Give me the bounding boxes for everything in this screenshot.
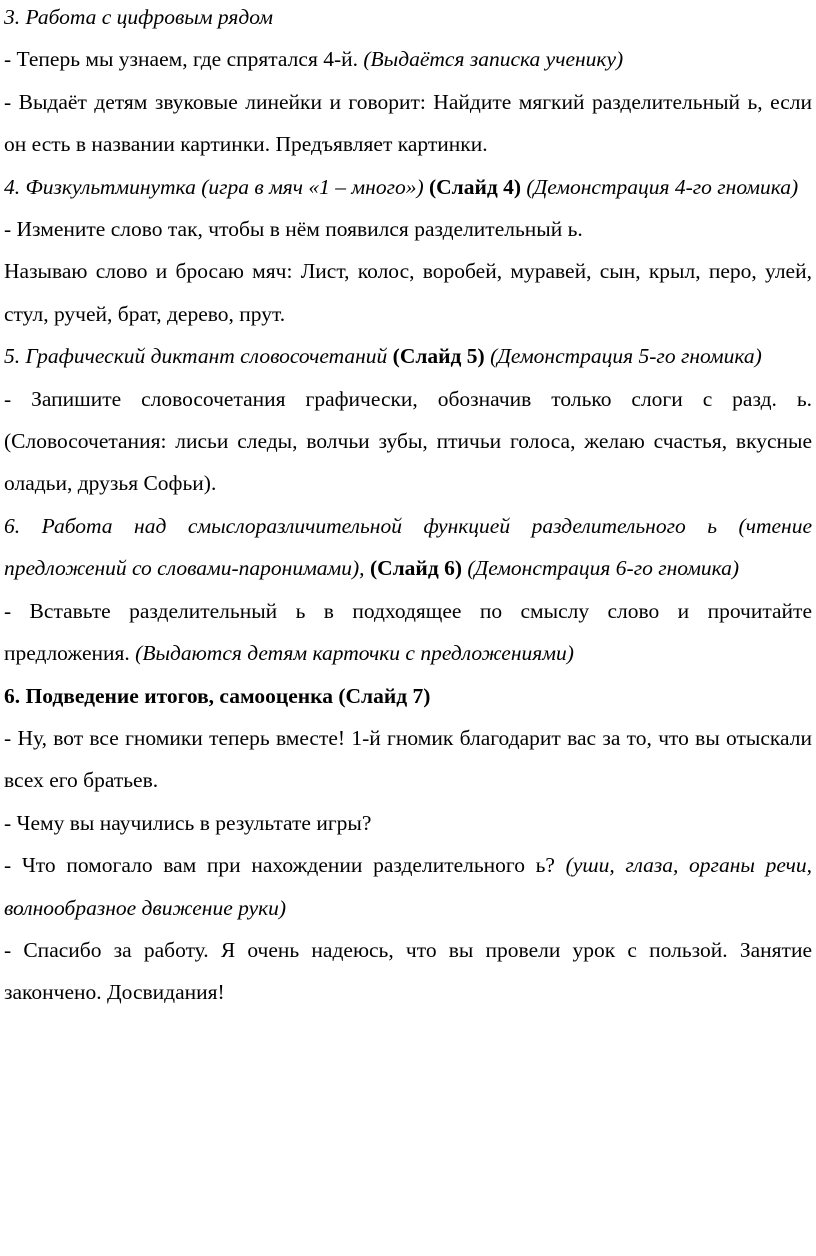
paragraph-what-helped [4,844,812,929]
paragraph-insert-sign [4,590,812,675]
section-5-title: Графический диктант словосочетаний [25,344,393,369]
section-5-slide: (Слайд 5) [392,344,491,369]
paragraph-4th-gnome-note: (Выдаётся записка ученику) [363,47,624,72]
paragraph-closing [4,929,812,1014]
paragraph-insert-sign-text: - Вставьте разделительный ь в подходящее по смыслу слово и прочитайте предложения. [4,598,812,666]
section-4-demo: (Демонстрация 4-го гномика) [526,174,799,199]
section-5-heading [4,335,812,377]
paragraph-change-word-text: - Измените слово так, чтобы в нём появился разделительный ь. [4,217,583,242]
paragraph-what-helped-note: (уши, глаза, органы речи, волнообразное движение руки) [4,853,812,920]
section-4-title: 4. Физкультминутка (игра в мяч «1 – много») [4,174,429,199]
paragraph-ball-game [4,250,812,335]
paragraph-what-learned-text: - Чему вы научились в результате игры? [4,810,372,835]
paragraph-what-learned [4,802,812,844]
paragraph-change-word [4,208,812,250]
paragraph-4th-gnome [4,38,812,80]
section-6-title: 6. Работа над смыслоразличительной функцией разделительного ь (чтение предложений со словами-паронимами), [4,513,812,581]
section-4-heading [4,166,812,208]
paragraph-sound-rulers [4,81,812,166]
paragraph-graphic-dictation [4,378,812,505]
paragraph-what-helped-text: - Что помогало вам при нахождении разделительного ь? [4,853,566,878]
paragraph-closing-text: - Спасибо за работу. Я очень надеюсь, что вы провели урок с пользой. Занятие закончено. Досвидания! [4,937,812,1005]
paragraph-graphic-dictation-text: - Запишите словосочетания графически, обозначив только слоги с разд. ь. (Словосочетания: лисьи следы, волчьи зубы, птичьи голоса, желаю счастья, вкусные оладьи, друзья Софьи). [4,386,812,496]
document-page [4,0,812,1014]
section-6-demo: (Демонстрация 6-го гномика) [467,556,740,581]
paragraph-gnomes-together-text: - Ну, вот все гномики теперь вместе! 1-й гномик благодарит вас за то, что вы отыскали всех его братьев. [4,725,812,793]
section-3-heading [4,0,812,38]
section-summary-heading [4,675,812,717]
section-5-number: 5. [4,344,26,369]
paragraph-4th-gnome-text: - Теперь мы узнаем, где спрятался 4-й. [4,47,364,72]
paragraph-sound-rulers-text: - Выдаёт детям звуковые линейки и говорит: Найдите мягкий разделительный ь, если он есть в названии картинки. Предъявляет картинки. [4,89,812,157]
paragraph-insert-sign-note: (Выдаются детям карточки с предложениями) [135,641,574,666]
section-5-demo: (Демонстрация 5-го гномика) [490,344,762,369]
section-4-slide: (Слайд 4) [429,174,527,199]
section-6-heading [4,505,812,590]
section-3-title: 3. Работа с цифровым рядом [4,5,273,29]
paragraph-gnomes-together [4,717,812,802]
section-6-slide: (Слайд 6) [369,556,468,581]
paragraph-ball-game-text: Называю слово и бросаю мяч: Лист, колос, воробей, муравей, сын, крыл, перо, улей, стул, ручей, брат, дерево, прут. [4,259,812,326]
section-summary-title: 6. Подведение итогов, самооценка (Слайд 7) [4,683,431,708]
